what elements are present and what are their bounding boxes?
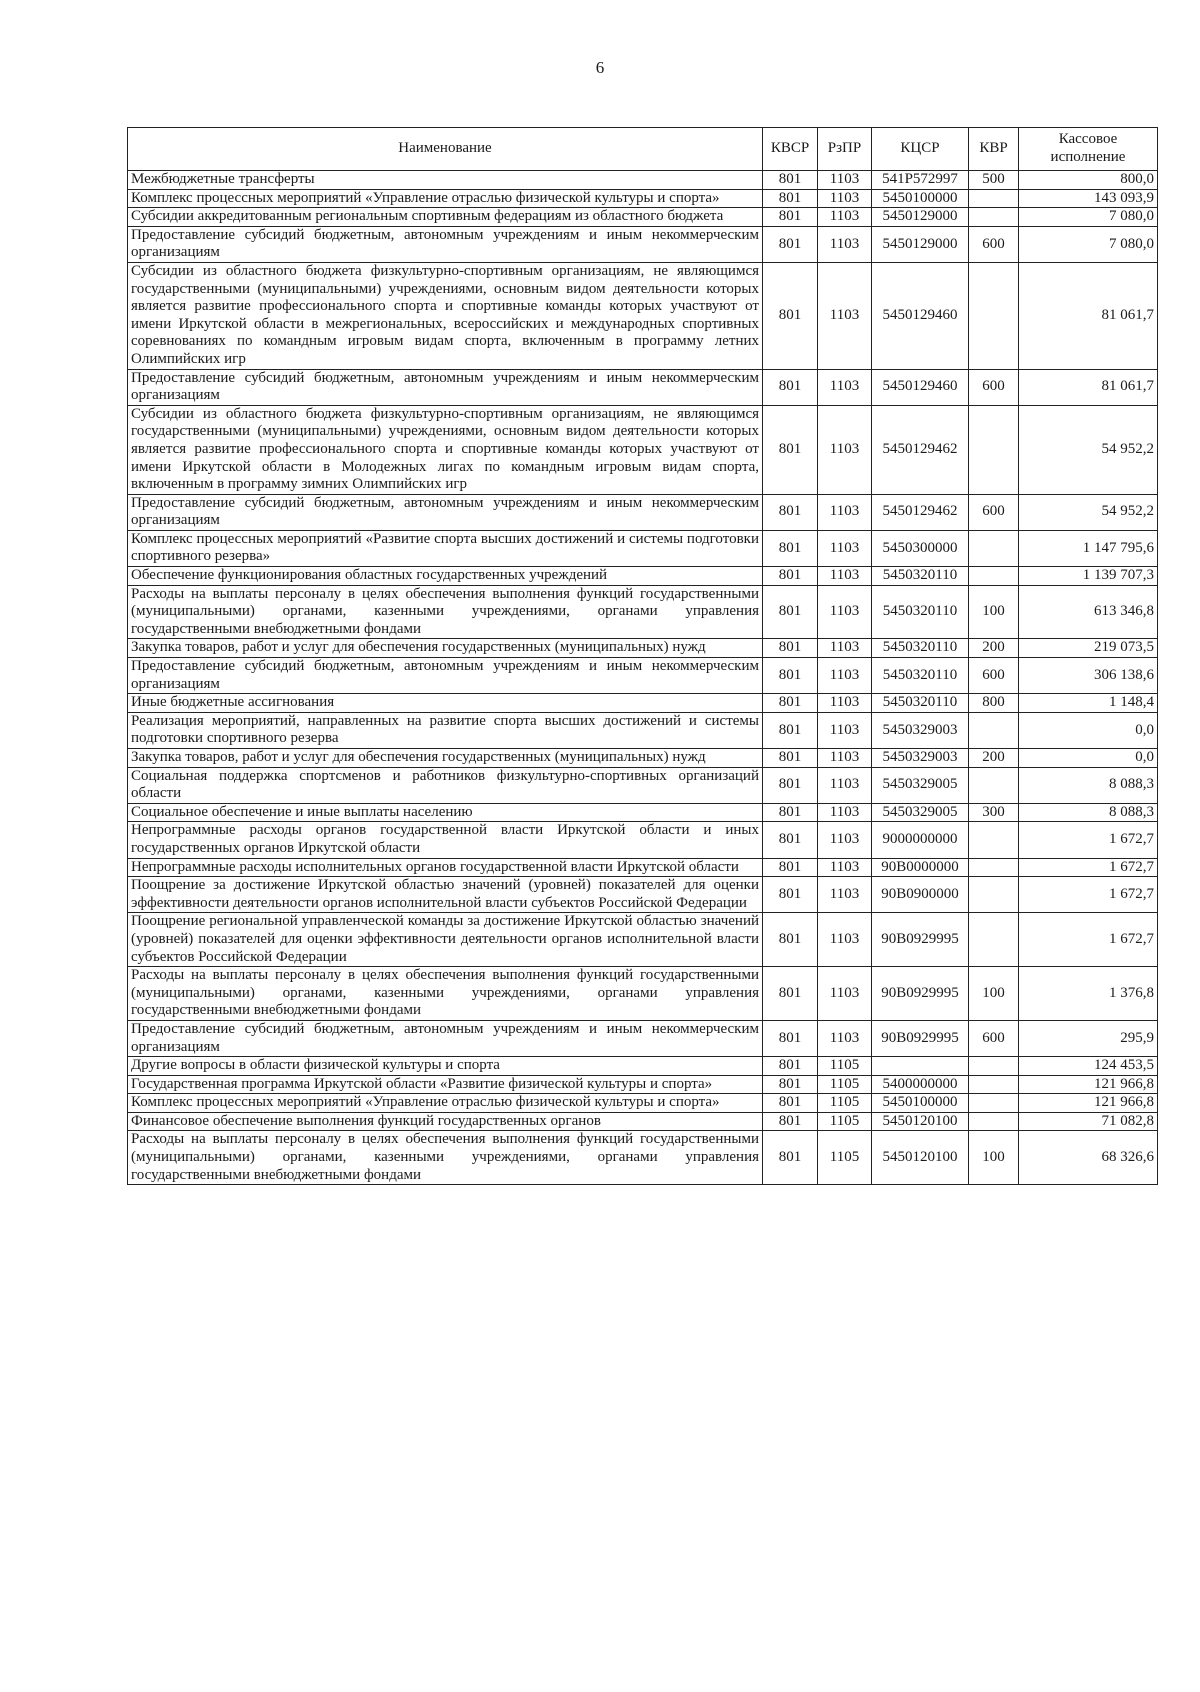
- cell-rzpr: 1103: [818, 189, 872, 208]
- cell-name: Финансовое обеспечение выполнения функций государственных органов: [128, 1112, 763, 1131]
- cell-rzpr: 1103: [818, 567, 872, 586]
- cell-kcsr: [872, 1057, 969, 1076]
- cell-kvr: 600: [969, 226, 1019, 262]
- cell-kvr: 600: [969, 658, 1019, 694]
- cell-amount: 306 138,6: [1019, 658, 1158, 694]
- table-row: [128, 712, 1158, 748]
- page-number: 6: [595, 58, 605, 77]
- cell-rzpr: 1103: [818, 262, 872, 369]
- cell-amount: 800,0: [1019, 171, 1158, 190]
- cell-name: Социальная поддержка спортсменов и работников физкультурно-спортивных организаций области: [128, 767, 763, 803]
- cell-name: Непрограммные расходы исполнительных органов государственной власти Иркутской области: [128, 858, 763, 877]
- cell-name: Непрограммные расходы органов государственной власти Иркутской области и иных государственных органов Иркутской области: [128, 822, 763, 858]
- cell-kvsr: 801: [763, 1112, 818, 1131]
- cell-kcsr: 5450129000: [872, 226, 969, 262]
- cell-kvsr: 801: [763, 1094, 818, 1113]
- cell-kcsr: 9000000000: [872, 822, 969, 858]
- table-row: [128, 822, 1158, 858]
- cell-kvsr: 801: [763, 877, 818, 913]
- cell-amount: 68 326,6: [1019, 1131, 1158, 1185]
- cell-rzpr: 1103: [818, 822, 872, 858]
- cell-kcsr: 5450129000: [872, 208, 969, 227]
- cell-rzpr: 1105: [818, 1094, 872, 1113]
- cell-rzpr: 1105: [818, 1112, 872, 1131]
- cell-kvr: 200: [969, 749, 1019, 768]
- cell-rzpr: 1105: [818, 1131, 872, 1185]
- cell-amount: 0,0: [1019, 712, 1158, 748]
- cell-kvr: 300: [969, 803, 1019, 822]
- cell-kcsr: 5450100000: [872, 189, 969, 208]
- cell-rzpr: 1105: [818, 1075, 872, 1094]
- table-row: [128, 1020, 1158, 1056]
- cell-kvsr: 801: [763, 639, 818, 658]
- cell-kvr: [969, 1112, 1019, 1131]
- table-row: [128, 694, 1158, 713]
- cell-kcsr: 5450129462: [872, 405, 969, 494]
- cell-kvsr: 801: [763, 530, 818, 566]
- cell-kvsr: 801: [763, 694, 818, 713]
- cell-kvr: [969, 1075, 1019, 1094]
- cell-kcsr: 5450320110: [872, 585, 969, 639]
- cell-rzpr: 1103: [818, 494, 872, 530]
- cell-kcsr: 5450329003: [872, 749, 969, 768]
- cell-rzpr: 1103: [818, 767, 872, 803]
- table-row: [128, 494, 1158, 530]
- cell-name: Обеспечение функционирования областных государственных учреждений: [128, 567, 763, 586]
- table-row: [128, 530, 1158, 566]
- cell-name: Субсидии из областного бюджета физкультурно-спортивным организациям, не являющимся государственными (муниципальными) учреждениями, основным видом деятельности которых является развитие профессионального спорта и спортивные команды которых участвуют от имени Иркутской области в Молодежных лигах по командным игровым видам спорта, включенным в программу зимних Олимпийских игр: [128, 405, 763, 494]
- budget-execution-table: [127, 127, 1158, 1185]
- cell-kcsr: 5450329005: [872, 767, 969, 803]
- table-row: [128, 405, 1158, 494]
- cell-kcsr: 5450329005: [872, 803, 969, 822]
- cell-kvsr: 801: [763, 171, 818, 190]
- table-row: [128, 1112, 1158, 1131]
- cell-kvr: 100: [969, 967, 1019, 1021]
- cell-kvsr: 801: [763, 767, 818, 803]
- cell-kvr: 100: [969, 1131, 1019, 1185]
- cell-kvr: 800: [969, 694, 1019, 713]
- cell-name: Закупка товаров, работ и услуг для обеспечения государственных (муниципальных) нужд: [128, 749, 763, 768]
- table-row: [128, 803, 1158, 822]
- cell-amount: 1 672,7: [1019, 877, 1158, 913]
- cell-amount: 71 082,8: [1019, 1112, 1158, 1131]
- cell-kvr: [969, 1094, 1019, 1113]
- cell-kvsr: 801: [763, 967, 818, 1021]
- cell-kvsr: 801: [763, 1020, 818, 1056]
- table-row: [128, 639, 1158, 658]
- cell-kvr: [969, 1057, 1019, 1076]
- cell-name: Поощрение за достижение Иркутской областью значений (уровней) показателей для оценки эффективности деятельности органов исполнительной власти субъектов Российской Федерации: [128, 877, 763, 913]
- cell-kcsr: 5450129462: [872, 494, 969, 530]
- cell-amount: 0,0: [1019, 749, 1158, 768]
- cell-name: Предоставление субсидий бюджетным, автономным учреждениям и иным некоммерческим организациям: [128, 226, 763, 262]
- cell-amount: 143 093,9: [1019, 189, 1158, 208]
- cell-kcsr: 5450120100: [872, 1131, 969, 1185]
- cell-kvsr: 801: [763, 226, 818, 262]
- table-row: [128, 749, 1158, 768]
- cell-kcsr: 5450120100: [872, 1112, 969, 1131]
- cell-kcsr: 5450320110: [872, 694, 969, 713]
- cell-name: Комплекс процессных мероприятий «Управление отраслью физической культуры и спорта»: [128, 1094, 763, 1113]
- cell-kcsr: 90В0900000: [872, 877, 969, 913]
- cell-kvsr: 801: [763, 567, 818, 586]
- cell-kvr: [969, 712, 1019, 748]
- cell-kvsr: 801: [763, 858, 818, 877]
- cell-kcsr: 5450129460: [872, 369, 969, 405]
- cell-kvr: 600: [969, 369, 1019, 405]
- cell-kvr: [969, 567, 1019, 586]
- header-kcsr: КЦСР: [872, 128, 969, 171]
- cell-amount: 219 073,5: [1019, 639, 1158, 658]
- table-header-row: [128, 128, 1158, 171]
- cell-amount: 81 061,7: [1019, 369, 1158, 405]
- cell-rzpr: 1103: [818, 369, 872, 405]
- cell-kvsr: 801: [763, 803, 818, 822]
- cell-amount: 1 139 707,3: [1019, 567, 1158, 586]
- cell-amount: 1 148,4: [1019, 694, 1158, 713]
- table-row: [128, 858, 1158, 877]
- cell-rzpr: 1103: [818, 877, 872, 913]
- table-row: [128, 967, 1158, 1021]
- cell-amount: 121 966,8: [1019, 1094, 1158, 1113]
- cell-kvr: [969, 405, 1019, 494]
- cell-kvsr: 801: [763, 189, 818, 208]
- cell-kvsr: 801: [763, 1131, 818, 1185]
- cell-kvsr: 801: [763, 585, 818, 639]
- table-row: [128, 1131, 1158, 1185]
- cell-kvsr: 801: [763, 749, 818, 768]
- cell-kvr: 500: [969, 171, 1019, 190]
- cell-kvsr: 801: [763, 262, 818, 369]
- cell-amount: 8 088,3: [1019, 767, 1158, 803]
- table-row: [128, 877, 1158, 913]
- cell-kvsr: 801: [763, 494, 818, 530]
- table-row: [128, 189, 1158, 208]
- cell-amount: 124 453,5: [1019, 1057, 1158, 1076]
- cell-rzpr: 1103: [818, 208, 872, 227]
- cell-amount: 81 061,7: [1019, 262, 1158, 369]
- cell-kvsr: 801: [763, 712, 818, 748]
- table-row: [128, 208, 1158, 227]
- cell-kvsr: 801: [763, 405, 818, 494]
- cell-amount: 7 080,0: [1019, 226, 1158, 262]
- cell-kvsr: 801: [763, 369, 818, 405]
- header-kvsr: КВСР: [763, 128, 818, 171]
- cell-kvsr: 801: [763, 913, 818, 967]
- cell-kcsr: 90В0929995: [872, 1020, 969, 1056]
- cell-rzpr: 1103: [818, 858, 872, 877]
- cell-name: Субсидии из областного бюджета физкультурно-спортивным организациям, не являющимся государственными (муниципальными) учреждениями, основным видом деятельности которых является развитие профессионального спорта и спортивные команды которых участвуют от имени Иркутской области в межрегиональных, всероссийских и международных спортивных соревнованиях по командным игровым видам спорта, включенным в программу летних Олимпийских игр: [128, 262, 763, 369]
- cell-amount: 1 672,7: [1019, 913, 1158, 967]
- cell-kvr: [969, 767, 1019, 803]
- cell-name: Комплекс процессных мероприятий «Развитие спорта высших достижений и системы подготовки спортивного резерва»: [128, 530, 763, 566]
- table-row: [128, 1057, 1158, 1076]
- cell-name: Расходы на выплаты персоналу в целях обеспечения выполнения функций государственными (муниципальными) органами, казенными учреждениями, органами управления государственными внебюджетными фондами: [128, 967, 763, 1021]
- cell-kvr: [969, 858, 1019, 877]
- cell-name: Другие вопросы в области физической культуры и спорта: [128, 1057, 763, 1076]
- cell-rzpr: 1103: [818, 1020, 872, 1056]
- cell-rzpr: 1103: [818, 658, 872, 694]
- table-row: [128, 658, 1158, 694]
- cell-amount: 295,9: [1019, 1020, 1158, 1056]
- table-row: [128, 1094, 1158, 1113]
- cell-amount: 54 952,2: [1019, 494, 1158, 530]
- table-row: [128, 1075, 1158, 1094]
- cell-kcsr: 5450100000: [872, 1094, 969, 1113]
- header-amount: Кассовое исполнение: [1019, 128, 1158, 171]
- cell-rzpr: 1103: [818, 530, 872, 566]
- cell-kvsr: 801: [763, 658, 818, 694]
- cell-kcsr: 5450129460: [872, 262, 969, 369]
- cell-kvr: [969, 913, 1019, 967]
- cell-name: Социальное обеспечение и иные выплаты населению: [128, 803, 763, 822]
- table-body: [128, 171, 1158, 1185]
- cell-kvr: 600: [969, 1020, 1019, 1056]
- cell-name: Предоставление субсидий бюджетным, автономным учреждениям и иным некоммерческим организациям: [128, 658, 763, 694]
- cell-kvr: 200: [969, 639, 1019, 658]
- table-row: [128, 567, 1158, 586]
- cell-name: Расходы на выплаты персоналу в целях обеспечения выполнения функций государственными (муниципальными) органами, казенными учреждениями, органами управления государственными внебюджетными фондами: [128, 585, 763, 639]
- cell-rzpr: 1103: [818, 639, 872, 658]
- header-name: Наименование: [128, 128, 763, 171]
- header-rzpr: РзПР: [818, 128, 872, 171]
- cell-kvr: [969, 262, 1019, 369]
- cell-name: Иные бюджетные ассигнования: [128, 694, 763, 713]
- cell-rzpr: 1103: [818, 405, 872, 494]
- cell-name: Закупка товаров, работ и услуг для обеспечения государственных (муниципальных) нужд: [128, 639, 763, 658]
- cell-kvr: [969, 189, 1019, 208]
- cell-kcsr: 5450329003: [872, 712, 969, 748]
- header-kvr: КВР: [969, 128, 1019, 171]
- cell-amount: 7 080,0: [1019, 208, 1158, 227]
- cell-name: Расходы на выплаты персоналу в целях обеспечения выполнения функций государственными (муниципальными) органами, казенными учреждениями, органами управления государственными внебюджетными фондами: [128, 1131, 763, 1185]
- cell-amount: 8 088,3: [1019, 803, 1158, 822]
- cell-name: Поощрение региональной управленческой команды за достижение Иркутской областью значений (уровней) показателей для оценки эффективности деятельности органов исполнительной власти субъектов Российской Федерации: [128, 913, 763, 967]
- cell-kcsr: 90В0929995: [872, 913, 969, 967]
- cell-name: Комплекс процессных мероприятий «Управление отраслью физической культуры и спорта»: [128, 189, 763, 208]
- cell-amount: 1 376,8: [1019, 967, 1158, 1021]
- cell-rzpr: 1103: [818, 749, 872, 768]
- cell-name: Межбюджетные трансферты: [128, 171, 763, 190]
- cell-rzpr: 1105: [818, 1057, 872, 1076]
- cell-rzpr: 1103: [818, 967, 872, 1021]
- cell-kcsr: 5400000000: [872, 1075, 969, 1094]
- cell-rzpr: 1103: [818, 913, 872, 967]
- cell-kcsr: 5450300000: [872, 530, 969, 566]
- cell-kvr: [969, 208, 1019, 227]
- table-row: [128, 767, 1158, 803]
- cell-amount: 613 346,8: [1019, 585, 1158, 639]
- cell-kcsr: 90В0929995: [872, 967, 969, 1021]
- cell-rzpr: 1103: [818, 171, 872, 190]
- cell-rzpr: 1103: [818, 585, 872, 639]
- cell-rzpr: 1103: [818, 226, 872, 262]
- cell-name: Предоставление субсидий бюджетным, автономным учреждениям и иным некоммерческим организациям: [128, 1020, 763, 1056]
- cell-kcsr: 90В0000000: [872, 858, 969, 877]
- cell-name: Государственная программа Иркутской области «Развитие физической культуры и спорта»: [128, 1075, 763, 1094]
- cell-rzpr: 1103: [818, 712, 872, 748]
- cell-kvr: 600: [969, 494, 1019, 530]
- cell-name: Предоставление субсидий бюджетным, автономным учреждениям и иным некоммерческим организациям: [128, 369, 763, 405]
- table-row: [128, 262, 1158, 369]
- cell-kvr: 100: [969, 585, 1019, 639]
- table-row: [128, 913, 1158, 967]
- cell-rzpr: 1103: [818, 803, 872, 822]
- cell-amount: 1 672,7: [1019, 822, 1158, 858]
- cell-amount: 1 672,7: [1019, 858, 1158, 877]
- table-row: [128, 171, 1158, 190]
- cell-amount: 1 147 795,6: [1019, 530, 1158, 566]
- cell-name: Субсидии аккредитованным региональным спортивным федерациям из областного бюджета: [128, 208, 763, 227]
- cell-kvsr: 801: [763, 208, 818, 227]
- cell-kvsr: 801: [763, 1075, 818, 1094]
- cell-kvr: [969, 822, 1019, 858]
- table-row: [128, 226, 1158, 262]
- cell-amount: 121 966,8: [1019, 1075, 1158, 1094]
- cell-kvsr: 801: [763, 1057, 818, 1076]
- cell-kcsr: 5450320110: [872, 567, 969, 586]
- table-row: [128, 369, 1158, 405]
- table-row: [128, 585, 1158, 639]
- cell-kvr: [969, 877, 1019, 913]
- cell-kcsr: 541P572997: [872, 171, 969, 190]
- cell-kvr: [969, 530, 1019, 566]
- cell-kcsr: 5450320110: [872, 658, 969, 694]
- cell-amount: 54 952,2: [1019, 405, 1158, 494]
- cell-name: Реализация мероприятий, направленных на развитие спорта высших достижений и системы подготовки спортивного резерва: [128, 712, 763, 748]
- cell-kcsr: 5450320110: [872, 639, 969, 658]
- cell-name: Предоставление субсидий бюджетным, автономным учреждениям и иным некоммерческим организациям: [128, 494, 763, 530]
- cell-kvsr: 801: [763, 822, 818, 858]
- cell-rzpr: 1103: [818, 694, 872, 713]
